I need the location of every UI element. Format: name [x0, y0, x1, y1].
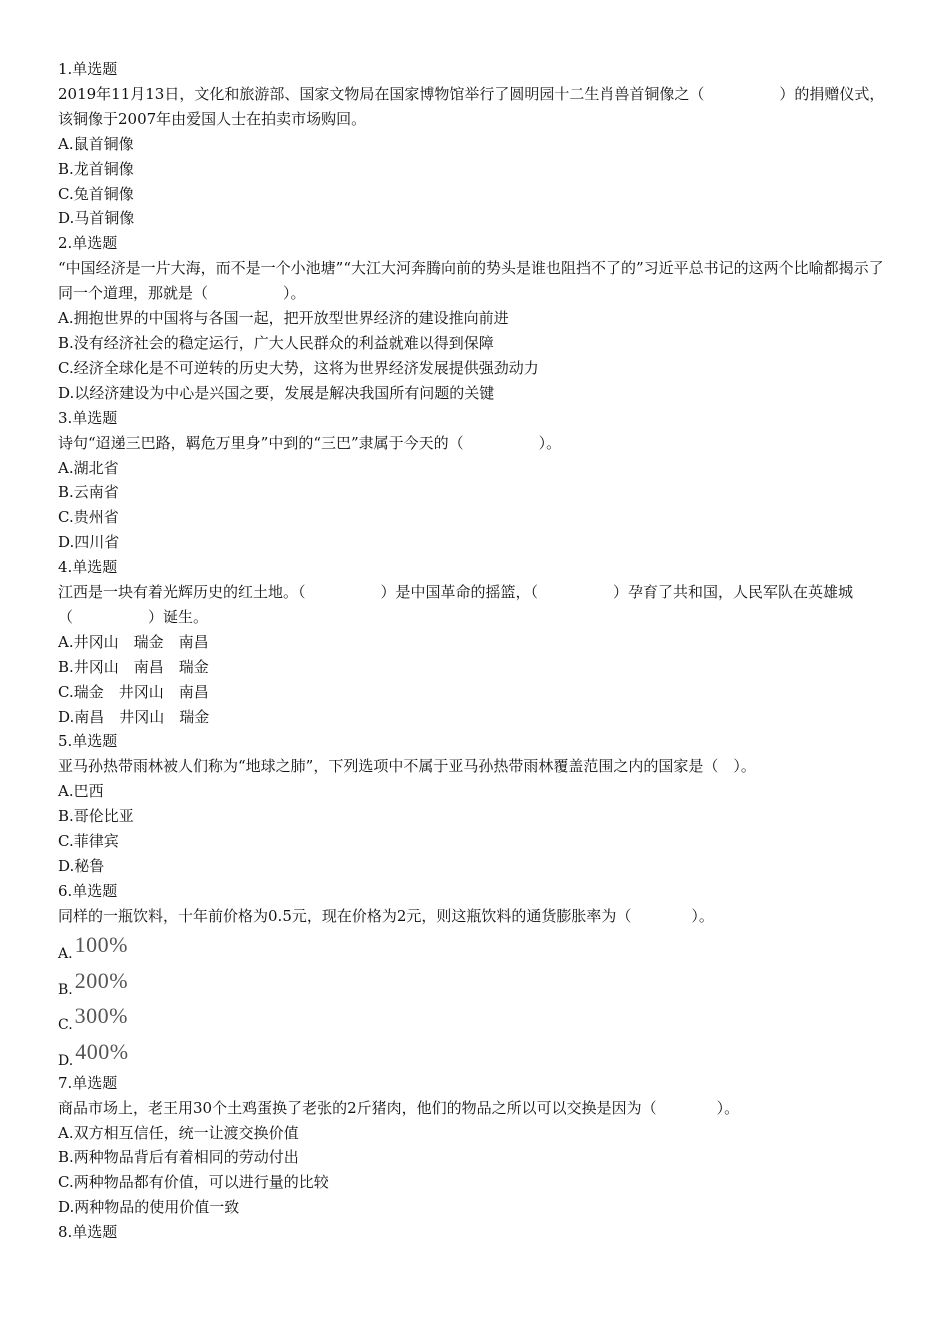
option-formula-image: 400% [75, 1038, 129, 1064]
option-b: B.没有经济社会的稳定运行，广大人民群众的利益就难以得到保障 [58, 333, 494, 352]
question-1 [58, 57, 888, 231]
question-header: 2.单选题 [58, 234, 118, 253]
option-b: B.哥伦比亚 [58, 807, 134, 826]
option-d: D.四川省 [58, 533, 120, 552]
option-b [58, 964, 888, 1000]
option-b: B.井冈山 南昌 瑞金 [58, 657, 209, 676]
question-8 [58, 1220, 888, 1245]
question-stem: 商品市场上，老王用30个土鸡蛋换了老张的2斤猪肉，他们的物品之所以可以交换是因为（ ）。 [58, 1098, 740, 1117]
question-2 [58, 231, 888, 405]
option-d: D.南昌 井冈山 瑞金 [58, 707, 210, 726]
option-b: B.云南省 [58, 483, 119, 502]
option-formula-image: 300% [74, 1003, 128, 1029]
option-letter: B. [58, 981, 73, 998]
question-header: 6.单选题 [58, 881, 118, 900]
option-a [58, 929, 888, 965]
option-b: B.两种物品背后有着相同的劳动付出 [58, 1148, 299, 1167]
option-c: C.瑞金 井冈山 南昌 [58, 682, 209, 701]
option-a: A.鼠首铜像 [58, 134, 134, 153]
option-a: A.湖北省 [58, 458, 119, 477]
question-header: 5.单选题 [58, 732, 118, 751]
document-page [58, 57, 888, 1245]
option-c: C.两种物品都有价值，可以进行量的比较 [58, 1173, 329, 1192]
question-3 [58, 406, 888, 555]
question-stem: 2019年11月13日，文化和旅游部、国家文物局在国家博物馆举行了圆明园十二生肖兽首铜像之（ ）的捐赠仪式，该铜像于2007年由爱国人士在拍卖市场购回。 [58, 84, 885, 128]
option-c: C.贵州省 [58, 508, 119, 527]
option-c: C.兔首铜像 [58, 184, 134, 203]
option-b: B.龙首铜像 [58, 159, 134, 178]
option-c [58, 1000, 888, 1036]
option-letter: D. [58, 1052, 74, 1069]
question-4 [58, 555, 888, 729]
option-d [58, 1035, 888, 1071]
option-formula-image: 200% [74, 967, 129, 993]
option-letter: A. [58, 946, 73, 963]
question-header: 1.单选题 [58, 60, 118, 78]
option-c: C.菲律宾 [58, 832, 119, 851]
option-d: D.以经济建设为中心是兴国之要，发展是解决我国所有问题的关键 [58, 383, 495, 402]
option-formula-image: 100% [74, 932, 128, 958]
question-stem: 江西是一块有着光辉历史的红土地。（ ）是中国革命的摇篮，（ ）孕育了共和国，人民军队在英雄城（ ）诞生。 [58, 583, 854, 626]
option-a: A.双方相互信任，统一让渡交换价值 [58, 1123, 299, 1142]
question-header: 8.单选题 [58, 1223, 118, 1242]
question-5 [58, 729, 888, 878]
question-stem: 同样的一瓶饮料，十年前价格为0.5元，现在价格为2元，则这瓶饮料的通货膨胀率为（ ）。 [58, 906, 714, 925]
option-a: A.拥抱世界的中国将与各国一起，把开放型世界经济的建设推向前进 [58, 309, 509, 328]
option-d: D.两种物品的使用价值一致 [58, 1198, 240, 1217]
option-d: D.秘鲁 [58, 857, 105, 875]
question-stem: 诗句“迢递三巴路，羁危万里身”中到的“三巴”隶属于今天的（ ）。 [58, 433, 562, 452]
option-c: C.经济全球化是不可逆转的历史大势，这将为世界经济发展提供强劲动力 [58, 358, 539, 377]
option-d: D.马首铜像 [58, 209, 135, 228]
question-header: 7.单选题 [58, 1073, 118, 1092]
question-stem: “中国经济是一片大海，而不是一个小池塘”“大江大河奔腾向前的势头是谁也阻挡不了的”习近平总书记的这两个比喻都揭示了同一个道理，那就是（ ）。 [58, 259, 884, 303]
question-7 [58, 1071, 888, 1220]
question-6 [58, 879, 888, 1071]
option-a: A.井冈山 瑞金 南昌 [58, 632, 209, 651]
option-letter: C. [58, 1017, 73, 1034]
question-header: 3.单选题 [58, 408, 118, 427]
question-header: 4.单选题 [58, 558, 118, 577]
option-a: A.巴西 [58, 782, 104, 801]
question-stem: 亚马孙热带雨林被人们称为“地球之肺”，下列选项中不属于亚马孙热带雨林覆盖范围之内的国家是（ ）。 [58, 757, 756, 776]
